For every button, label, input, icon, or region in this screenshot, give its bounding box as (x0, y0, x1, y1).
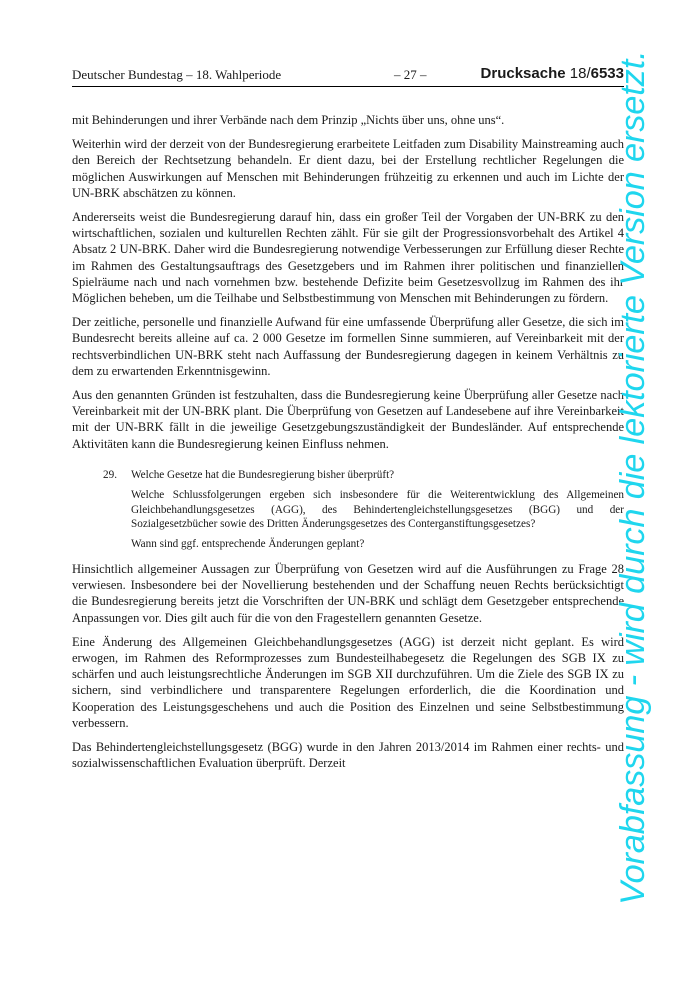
paragraph: Der zeitliche, personelle und finanzielle Aufwand für eine umfassende Überprüfung aller Gesetze, die sich im Bundesrecht bereits alleine auf ca. 2 000 Gesetze im formellen Sinne summieren, auf Vereinbarkeit mit der rechtsverbindlichen UN-BRK steht nach Auffassung der Bundesregierung dagegen in keinem Verhältnis zu dem zu erwartenden Erkenntnisgewinn. (72, 315, 624, 378)
paragraph: Hinsichtlich allgemeiner Aussagen zur Überprüfung von Gesetzen wird auf die Ausführungen zu Frage 28 verwiesen. Insbesondere bei der Novellierung bestehenden und der Schaffung neuen Rechts berücksichtigt die Bundesregierung bereits jetzt die Vorschriften der UN-BRK und schlägt dem Gesetzgeber entsprechende Anpassungen vor. Dies gilt auch für die von den Fragestellern genannten Gesetze. (72, 561, 624, 625)
paragraph: Weiterhin wird der derzeit von der Bundesregierung erarbeitete Leitfaden zum Disability Mainstreaming auch den Bereich der Rechtsetzung behandeln. Er dient dazu, bei der Erstellung rechtlicher Regelungen die möglichen Auswirkungen auf Menschen mit Behinderungen frühzeitig zu erkennen und auch im Lichte der UN-BRK abschätzen zu können. (72, 137, 624, 200)
paragraph: Eine Änderung des Allgemeinen Gleichbehandlungsgesetzes (AGG) ist derzeit nicht geplant. Es wird erwogen, im Rahmen des Reformprozesses zum Bundesteilhabegesetz die Regelungen des SGB IX zu schärfen und auch leistungsrechtliche Änderungen im SGB XII durchzuführen. Um die Ziele des SGB IX zu sichern, sind verbindlichere und transparentere Regelungen erforderlich, die die Koordination und Kooperation des Leistungsgeschehens und auch die Position des Einzelnen und seine Selbstbestimmung verbessern. (72, 634, 624, 730)
page-header (72, 66, 624, 87)
paragraph: Andererseits weist die Bundesregierung darauf hin, dass ein großer Teil der Vorgaben der UN-BRK zu den wirtschaftlichen, sozialen und kulturellen Rechten zählt. Für sie gilt der Progressionsvorbehalt des Artikel 4 Absatz 2 UN-BRK. Daher wird die Bundesregierung notwendige Verbesserungen zur Erfüllung dieser Rechte im Rahmen des Gestaltungsauftrags des Gesetzgebers und im Rahmen ihrer politischen und finanziellen Spielräume nach und nach vornehmen bzw. bestehende Defizite beim Gesetzesvollzug im Rahmen des ihr Möglichen beheben, um die Teilhabe und Selbstbestimmung von Menschen mit Behinderungen zu fördern. (72, 210, 624, 306)
question-line: Welche Gesetze hat die Bundesregierung bisher überprüft? (131, 468, 395, 481)
question-line: Wann sind ggf. entsprechende Änderungen geplant? (131, 538, 365, 551)
header-parliament: Deutscher Bundestag – 18. Wahlperiode (72, 67, 282, 82)
document-body (72, 112, 624, 779)
draft-watermark: Vorabfassung - wird durch die lektorierte Version ersetzt. (614, 50, 652, 905)
question-number: 29. (103, 468, 117, 481)
page-number: – 27 – (394, 67, 427, 82)
paragraph: Aus den genannten Gründen ist festzuhalten, dass die Bundesregierung keine Überprüfung aller Gesetze nach Vereinbarkeit mit der UN-BRK plant. Die Überprüfung von Gesetzen auf Landesebene auf ihre Vereinbarkeit mit der UN-BRK fällt in die jeweilige Gesetzgebungszuständigkeit der Bundesländer. Auf entsprechende Aktivitäten kann die Bundesregierung keinen Einfluss nehmen. (72, 388, 624, 451)
paragraph: Das Behindertengleichstellungsgesetz (BGG) wurde in den Jahren 2013/2014 im Rahmen einer rechts- und sozialwissenschaftlichen Evaluation überprüft. Derzeit (72, 739, 624, 771)
question-line: Welche Schlussfolgerungen ergeben sich insbesondere für die Weiterentwicklung des Allgemeinen Gleichbehandlungsgesetzes (AGG), des Behindertengleichstellungsgesetzes (BGG) und der Sozialgesetzbücher sowie des Dritten Änderungsgesetzes des Conterganstiftungsgesetzes? (131, 489, 624, 531)
drucksache-number: 6533 (590, 65, 624, 82)
drucksache-label: Drucksache (480, 65, 566, 82)
question-block (72, 468, 624, 552)
paragraph: mit Behinderungen und ihrer Verbände nach dem Prinzip „Nichts über uns, ohne uns“. (72, 113, 505, 127)
drucksache-prefix: 18/ (569, 65, 591, 82)
document-number (481, 65, 624, 82)
